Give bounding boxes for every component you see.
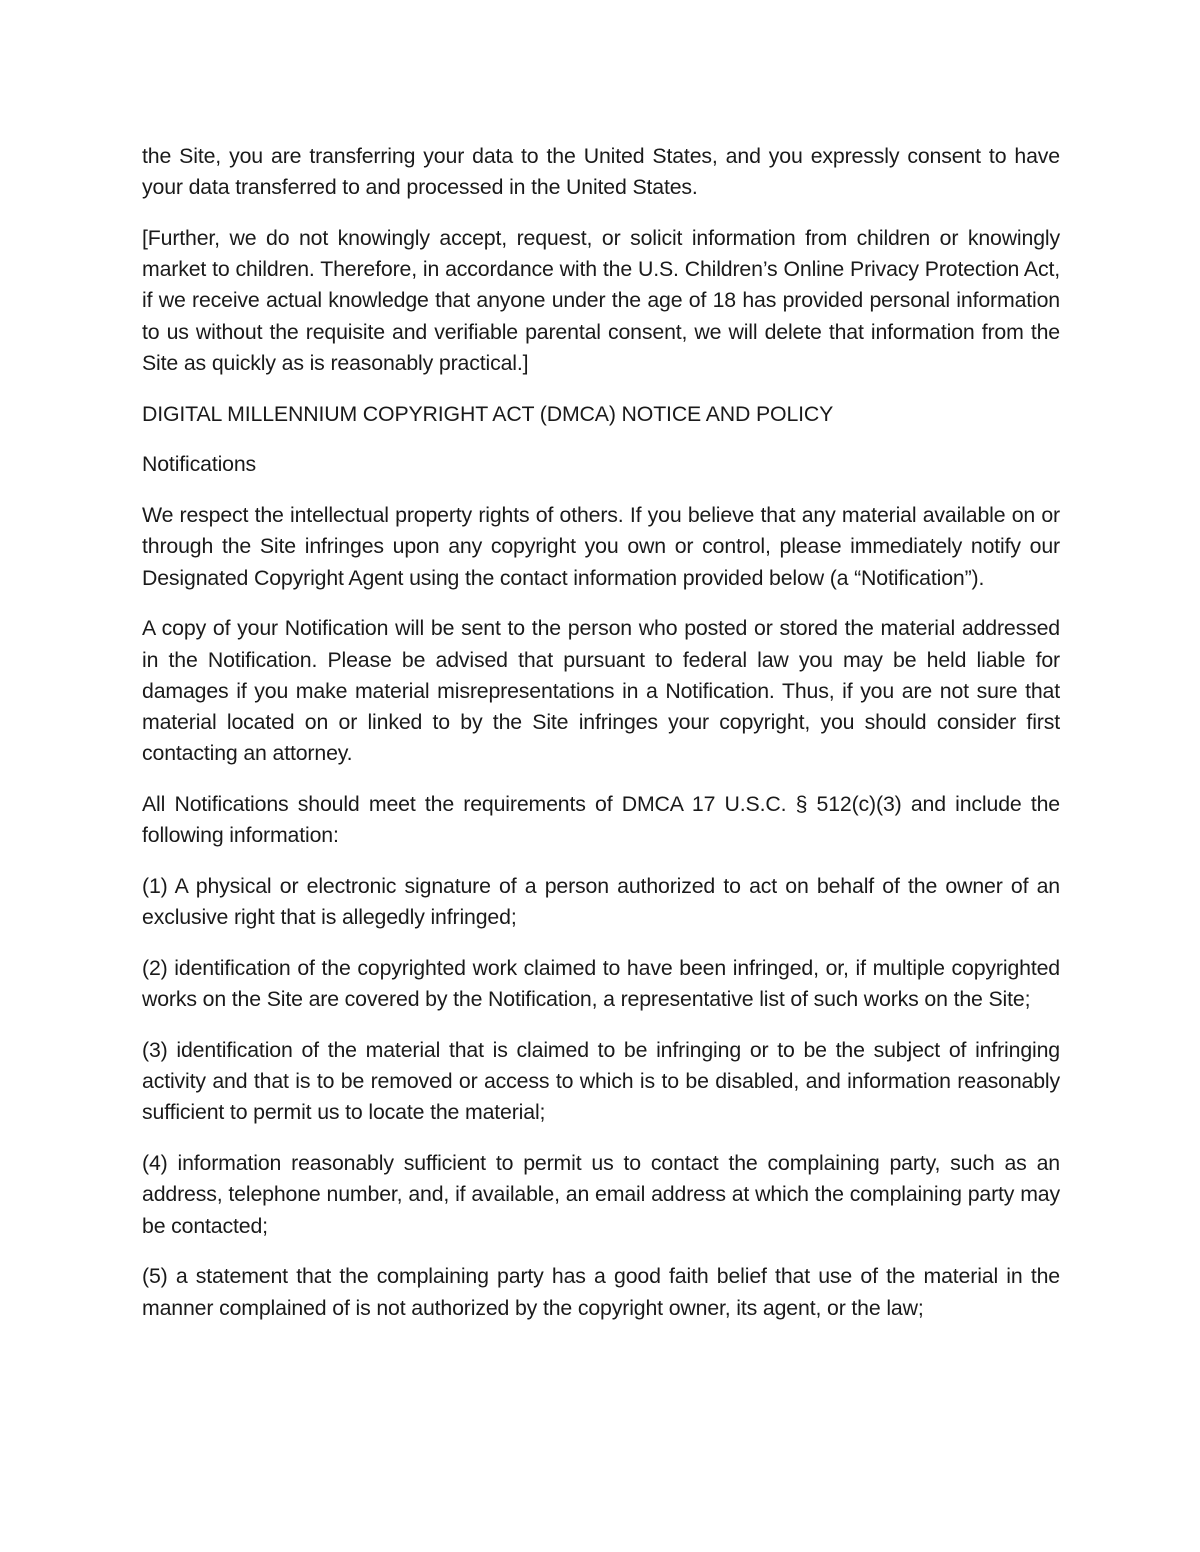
paragraph-requirements-intro: All Notifications should meet the requirements of DMCA 17 U.S.C. § 512(c)(3) and include the following information: — [142, 792, 1060, 848]
list-item: (3) identification of the material that is claimed to be infringing or to be the subject of infringing activity and that is to be removed or access to which is to be disabled, and information reasonably sufficient to permit us to locate the material; — [142, 1038, 1060, 1125]
paragraph-notification-copy: A copy of your Notification will be sent to the person who posted or stored the material addressed in the Notification. Please be advised that pursuant to federal law you may be held liable for damages if you make material misrepresentations in a Notification. Thus, if you are not sure that material located on or linked to by the Site infringes your copyright, you should consider first contacting an attorney. — [142, 616, 1060, 766]
list-item: (2) identification of the copyrighted work claimed to have been infringed, or, if multiple copyrighted works on the Site are covered by the Notification, a representative list of such works on the Site; — [142, 956, 1060, 1012]
list-item: (1) A physical or electronic signature of a person authorized to act on behalf of the owner of an exclusive right that is allegedly infringed; — [142, 874, 1060, 930]
document-page — [142, 141, 1060, 1343]
section-heading-dmca: DIGITAL MILLENNIUM COPYRIGHT ACT (DMCA) NOTICE AND POLICY — [142, 401, 834, 426]
subheading-notifications: Notifications — [142, 452, 257, 477]
list-item: (4) information reasonably sufficient to permit us to contact the complaining party, such as an address, telephone number, and, if available, an email address at which the complaining party may be contacted; — [142, 1151, 1060, 1238]
paragraph-children-privacy: [Further, we do not knowingly accept, request, or solicit information from children or knowingly market to children. Therefore, in accordance with the U.S. Children’s Online Privacy Protection Act, if we receive actual knowledge that anyone under the age of 18 has provided personal information to us without the requisite and verifiable parental consent, we will delete that information from the Site as quickly as is reasonably practical.] — [142, 226, 1060, 375]
list-item: (5) a statement that the complaining party has a good faith belief that use of the material in the manner complained of is not authorized by the copyright owner, its agent, or the law; — [142, 1264, 1060, 1320]
requirements-list — [142, 871, 1060, 1324]
paragraph-data-transfer: the Site, you are transferring your data to the United States, and you expressly consent to have your data transferred to and processed in the United States. — [142, 144, 1060, 200]
paragraph-ip-respect: We respect the intellectual property rights of others. If you believe that any material available on or through the Site infringes upon any copyright you own or control, please immediately notify our Designated Copyright Agent using the contact information provided below (a “Notification”). — [142, 503, 1060, 590]
